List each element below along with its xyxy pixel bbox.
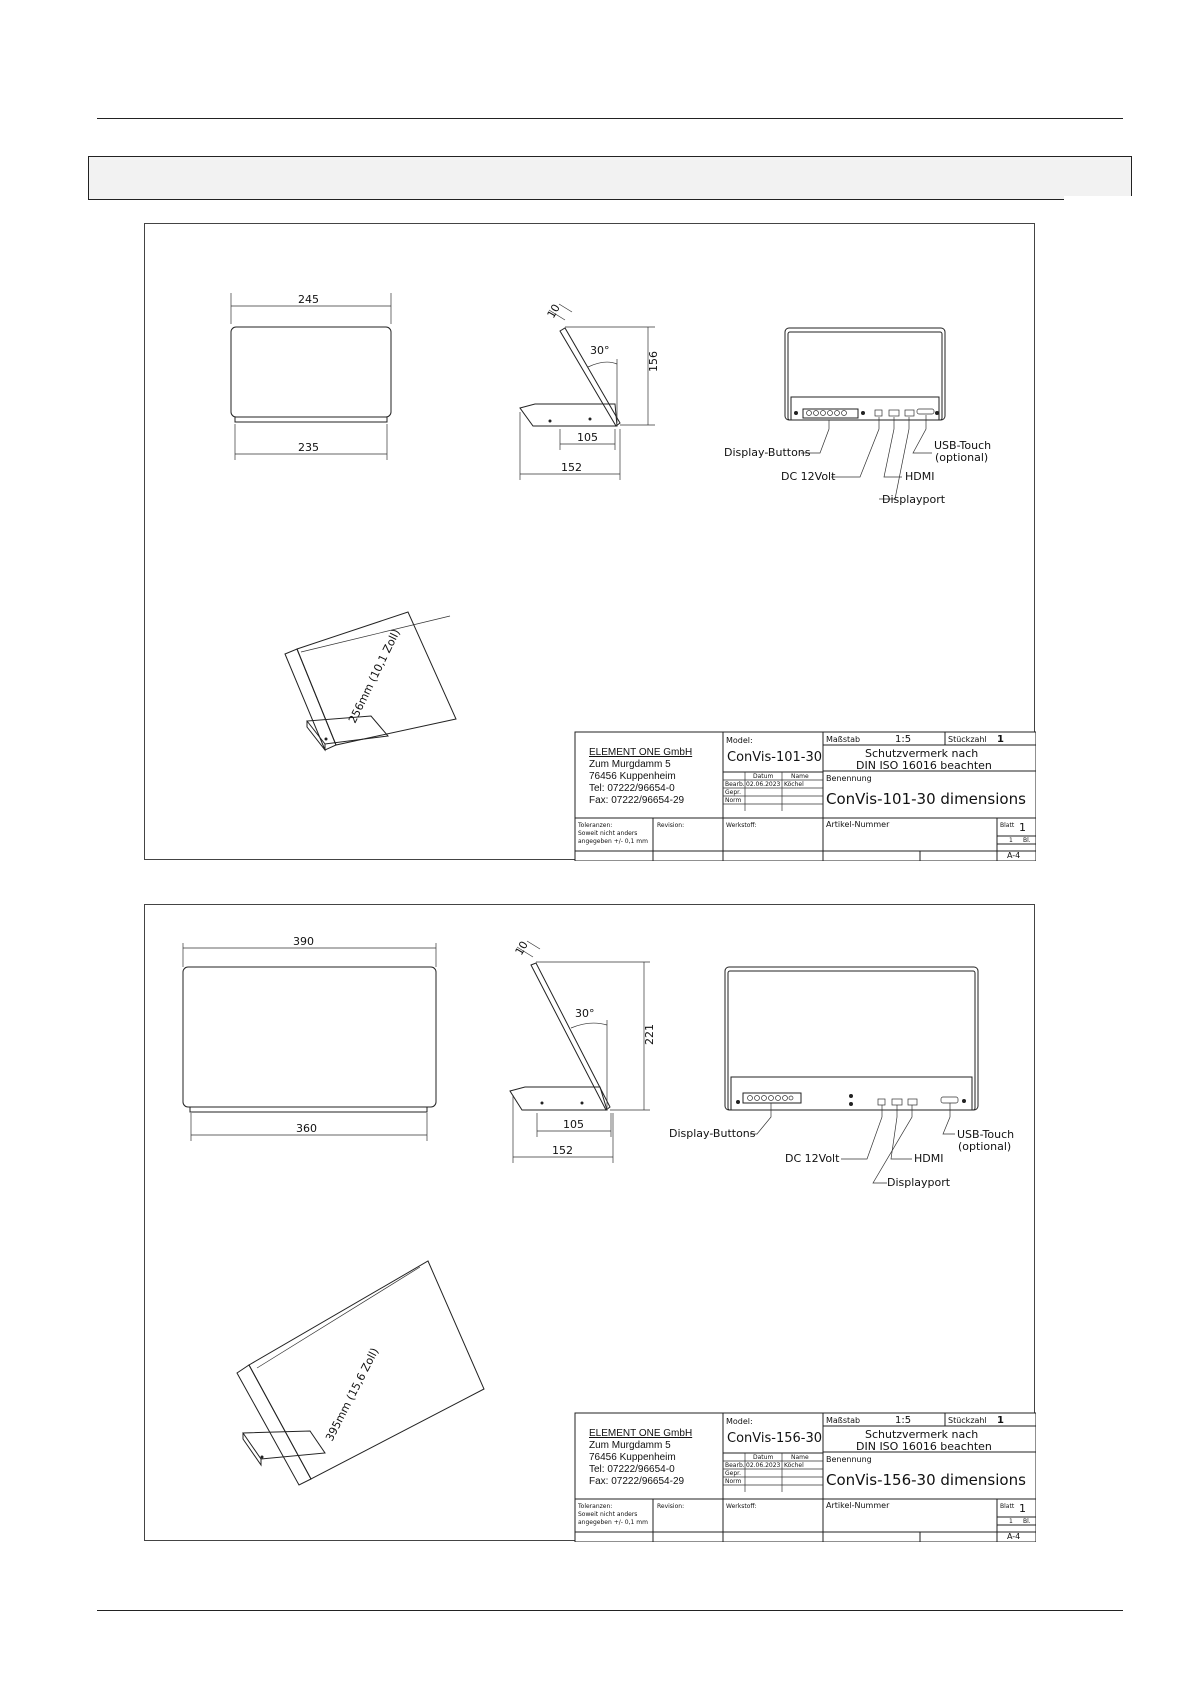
company-fax: Fax: 07222/96654-29	[589, 795, 685, 806]
company-fax: Fax: 07222/96654-29	[589, 1476, 685, 1487]
norm-label: Norm	[725, 1478, 742, 1485]
dim-side-angle: 30°	[575, 1007, 595, 1020]
name-header: Name	[791, 1454, 809, 1461]
gepr-label: Gepr.	[725, 1470, 741, 1477]
date-value: 02.06.2023	[746, 1462, 781, 1469]
date-value: 02.06.2023	[746, 781, 781, 788]
format-label: A-4	[1007, 1532, 1021, 1541]
protect-line1: Schutzvermerk nach	[865, 747, 979, 760]
qty-label: Stückzahl	[948, 1416, 987, 1425]
title-block	[575, 732, 1036, 861]
scale-label: Maßstab	[826, 1416, 861, 1425]
label-usb-opt: (optional)	[958, 1140, 1012, 1153]
gepr-label: Gepr.	[725, 789, 741, 796]
front-view	[231, 293, 391, 460]
qty-value: 1	[997, 1415, 1004, 1426]
norm-label: Norm	[725, 797, 742, 804]
label-hdmi: HDMI	[914, 1152, 944, 1165]
artikel-label: Artikel-Nummer	[826, 1501, 890, 1510]
dim-front-top: 390	[293, 935, 314, 948]
tol-line2: Soweit nicht anders	[578, 1511, 638, 1518]
bl-label: Bl.	[1023, 837, 1031, 844]
tol-line2: Soweit nicht anders	[578, 830, 638, 837]
scale-value: 1:5	[895, 734, 912, 745]
tol-line3: angegeben +/- 0,1 mm	[578, 1519, 648, 1526]
benennung-label: Benennung	[826, 1455, 872, 1464]
drawing-sheet-101	[144, 223, 1035, 860]
label-usb: USB-Touch	[957, 1128, 1015, 1141]
footer-rule	[97, 1610, 1123, 1611]
author-value: Köchel	[784, 1462, 804, 1469]
dim-front-top: 245	[298, 293, 319, 306]
dim-side-outer: 152	[561, 461, 582, 474]
drawing-title: ConVis-156-30 dimensions	[826, 1471, 1026, 1489]
iso-view	[237, 1261, 484, 1485]
tol-line1: Toleranzen:	[578, 1503, 613, 1510]
model-label: Model:	[726, 1417, 753, 1426]
iso-size-label: 395mm (15,6 Zoll)	[323, 1345, 382, 1444]
benennung-label: Benennung	[826, 774, 872, 783]
revision-label: Revision:	[657, 822, 685, 829]
blatt-label: Blatt	[1000, 822, 1015, 829]
label-dc: DC 12Volt	[785, 1152, 840, 1165]
model-label: Model:	[726, 736, 753, 745]
werkstoff-label: Werkstoff:	[726, 822, 757, 829]
dim-front-bottom: 360	[296, 1122, 317, 1135]
label-usb: USB-Touch	[934, 439, 992, 452]
blatt-label: Blatt	[1000, 1503, 1015, 1510]
company-name: ELEMENT ONE GmbH	[589, 747, 693, 758]
dim-side-thickness: 10	[544, 301, 563, 321]
qty-label: Stückzahl	[948, 735, 987, 744]
company-city: 76456 Kuppenheim	[589, 1452, 676, 1463]
label-display-buttons: Display-Buttons	[724, 446, 811, 459]
label-hdmi: HDMI	[905, 470, 935, 483]
header-rule	[97, 118, 1123, 119]
company-street: Zum Murgdamm 5	[589, 1440, 671, 1451]
blatt-number: 1	[1019, 1502, 1026, 1515]
qty-value: 1	[997, 734, 1004, 745]
model-name: ConVis-101-30	[727, 750, 822, 765]
header-bar-gap	[1064, 196, 1134, 204]
label-dc: DC 12Volt	[781, 470, 836, 483]
dim-side-height: 156	[647, 351, 660, 372]
label-display-buttons: Display-Buttons	[669, 1127, 756, 1140]
company-tel: Tel: 07222/96654-0	[589, 783, 675, 794]
scale-label: Maßstab	[826, 735, 861, 744]
label-usb-opt: (optional)	[935, 451, 989, 464]
dim-side-inner: 105	[563, 1118, 584, 1131]
protect-line1: Schutzvermerk nach	[865, 1428, 979, 1441]
drawing-title: ConVis-101-30 dimensions	[826, 790, 1026, 808]
bl-number: 1	[1009, 1518, 1013, 1525]
format-label: A-4	[1007, 851, 1021, 860]
revision-label: Revision:	[657, 1503, 685, 1510]
company-city: 76456 Kuppenheim	[589, 771, 676, 782]
side-view	[520, 302, 660, 480]
drawing-156-svg	[145, 905, 1036, 1542]
iso-view	[285, 612, 456, 750]
artikel-label: Artikel-Nummer	[826, 820, 890, 829]
protect-line2: DIN ISO 16016 beachten	[856, 759, 992, 772]
drawing-101-svg	[145, 224, 1036, 861]
blatt-number: 1	[1019, 821, 1026, 834]
scale-value: 1:5	[895, 1415, 912, 1426]
protect-line2: DIN ISO 16016 beachten	[856, 1440, 992, 1453]
model-name: ConVis-156-30	[727, 1431, 822, 1446]
company-name: ELEMENT ONE GmbH	[589, 1428, 693, 1439]
author-value: Köchel	[784, 781, 804, 788]
datum-header: Datum	[753, 1454, 774, 1461]
dim-front-bottom: 235	[298, 441, 319, 454]
company-tel: Tel: 07222/96654-0	[589, 1464, 675, 1475]
dim-side-outer: 152	[552, 1144, 573, 1157]
bearb-label: Bearb.	[725, 781, 745, 788]
dim-side-thickness: 10	[512, 938, 531, 958]
bl-number: 1	[1009, 837, 1013, 844]
dim-side-inner: 105	[577, 431, 598, 444]
bearb-label: Bearb.	[725, 1462, 745, 1469]
front-view	[183, 935, 436, 1141]
drawing-sheet-156	[144, 904, 1035, 1541]
dim-side-angle: 30°	[590, 344, 610, 357]
tol-line1: Toleranzen:	[578, 822, 613, 829]
werkstoff-label: Werkstoff:	[726, 1503, 757, 1510]
back-view	[669, 967, 1014, 1189]
tol-line3: angegeben +/- 0,1 mm	[578, 838, 648, 845]
dim-side-height: 221	[643, 1024, 656, 1045]
label-displayport: Displayport	[882, 493, 946, 506]
iso-size-label: 256mm (10,1 Zoll)	[346, 627, 403, 726]
back-view	[724, 328, 991, 506]
company-street: Zum Murgdamm 5	[589, 759, 671, 770]
datum-header: Datum	[753, 773, 774, 780]
bl-label: Bl.	[1023, 1518, 1031, 1525]
side-view	[510, 939, 656, 1163]
name-header: Name	[791, 773, 809, 780]
title-block	[575, 1413, 1036, 1542]
label-displayport: Displayport	[887, 1176, 951, 1189]
section-header-bar	[88, 156, 1132, 200]
